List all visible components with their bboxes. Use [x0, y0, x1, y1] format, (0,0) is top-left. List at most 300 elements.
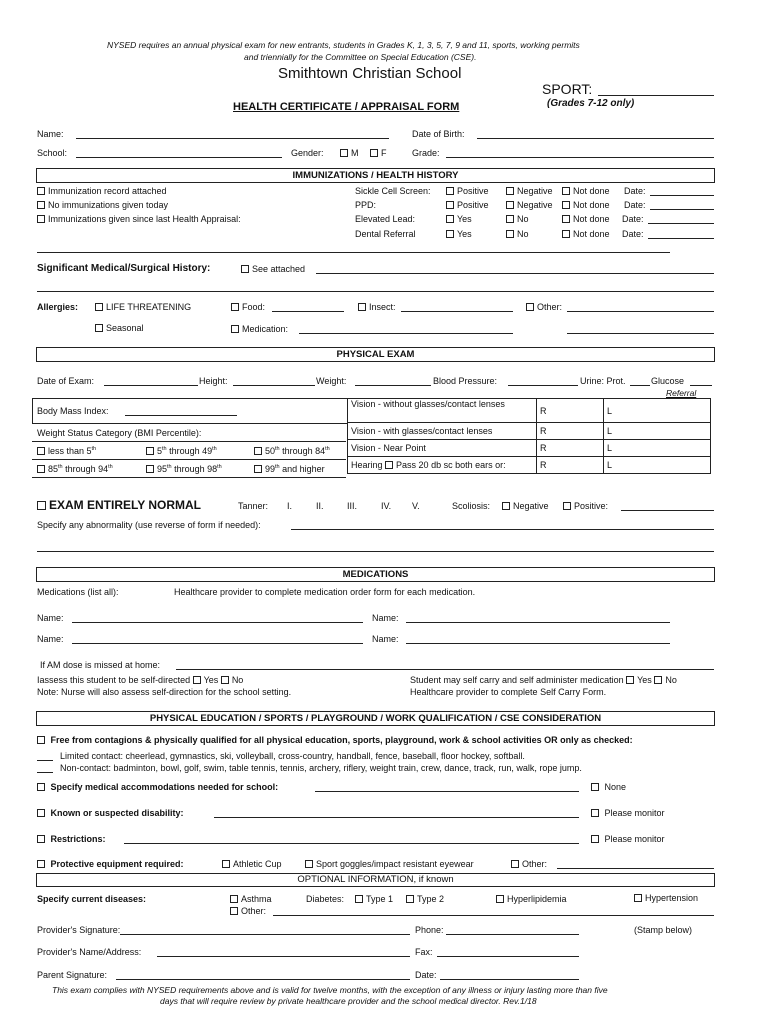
restrictions-field[interactable] [124, 843, 579, 844]
other-allergy-field[interactable] [567, 311, 714, 312]
tanner-1[interactable]: I. [287, 501, 293, 511]
checkbox-icon[interactable] [37, 783, 45, 791]
med-name-label-2: Name: [372, 613, 399, 623]
bmi-divider [32, 441, 346, 442]
referral-label: Referral [666, 388, 697, 398]
disease-other-field[interactable] [273, 915, 714, 916]
checkbox-icon[interactable] [230, 907, 238, 915]
dob-field[interactable] [477, 138, 714, 139]
medication-allergy-option[interactable] [231, 324, 288, 334]
monitor-label: Please monitor [604, 834, 665, 844]
vision-l[interactable]: L [604, 423, 711, 440]
weight-field[interactable] [355, 385, 431, 386]
significant-history-label: Significant Medical/Surgical History: [37, 263, 211, 274]
fax-label: Fax: [415, 947, 433, 957]
hearing-row [348, 457, 537, 474]
dob-label: Date of Birth: [412, 129, 465, 139]
checkbox-icon[interactable] [634, 894, 642, 902]
signature-date-field[interactable] [440, 979, 579, 980]
yes-label: Yes [457, 214, 472, 224]
sport-field[interactable] [598, 95, 714, 96]
positive-label: Positive [457, 186, 489, 196]
vision-r[interactable]: R [537, 440, 604, 457]
checkbox-icon[interactable] [406, 895, 414, 903]
bmi-less5-option[interactable] [37, 446, 96, 456]
checkbox-icon[interactable] [231, 303, 239, 311]
other-allergy-option[interactable] [526, 302, 562, 312]
vision-l[interactable]: L [604, 440, 711, 457]
checkbox-icon[interactable] [506, 201, 514, 209]
bmi-5-49-option[interactable] [146, 446, 217, 456]
bmi-field[interactable] [125, 415, 237, 416]
scoliosis-negative[interactable] [502, 501, 549, 511]
scoliosis-label: Scoliosis: [452, 501, 491, 511]
bmi-divider-2 [32, 459, 346, 460]
checkbox-icon[interactable] [502, 502, 510, 510]
med-name-field-1[interactable] [72, 622, 363, 623]
name-label: Name: [37, 129, 64, 139]
athletic-cup-option[interactable] [222, 859, 282, 869]
urine-field[interactable] [630, 385, 650, 386]
ppd-negative[interactable] [506, 200, 553, 210]
immunizations-notes-line[interactable] [37, 252, 670, 253]
sport-label: SPORT: [542, 81, 593, 97]
immunization-attached[interactable] [37, 186, 167, 196]
footer-line-1: This exam complies with NYSED requirements above and is valid for twelve months, with the exception of any illness or injury lasting more than five [52, 985, 608, 995]
checkbox-icon[interactable] [305, 860, 313, 868]
no-label: No [517, 214, 529, 224]
checkbox-icon[interactable] [37, 501, 46, 510]
height-field[interactable] [233, 385, 315, 386]
seasonal-option[interactable] [95, 323, 144, 333]
scoliosis-field[interactable] [621, 510, 714, 511]
protective-label: Protective equipment required: [50, 859, 184, 869]
sickle-negative[interactable] [506, 186, 553, 196]
vision-table [347, 398, 711, 474]
checkbox-icon[interactable] [241, 265, 249, 273]
exam-normal-label: EXAM ENTIRELY NORMAL [49, 498, 202, 512]
food-label: Food: [242, 302, 266, 312]
th-sup: th [217, 464, 222, 470]
no-immunizations-label: No immunizations given today [48, 200, 169, 210]
food-option[interactable] [231, 302, 265, 312]
lead-no[interactable] [506, 214, 529, 224]
th-sup: th [91, 446, 97, 452]
gender-f-label: F [381, 148, 387, 158]
checkbox-icon[interactable] [654, 676, 662, 684]
tanner-3[interactable]: III. [347, 501, 358, 511]
hearing-l[interactable]: L [604, 457, 711, 474]
wsc-label: Weight Status Category (BMI Percentile): [37, 428, 202, 438]
bmi-label: Body Mass Index: [37, 406, 109, 416]
other-allergy-field-2[interactable] [567, 333, 714, 334]
self-directed-text: Iassess this student to be self-directed [37, 675, 191, 685]
vision-r[interactable]: R [537, 423, 604, 440]
checkbox-icon[interactable] [591, 809, 599, 817]
negative-label: Negative [517, 186, 553, 196]
type2-option[interactable] [406, 894, 444, 904]
food-field[interactable] [272, 311, 344, 312]
insect-field[interactable] [401, 311, 513, 312]
noncontact-check-line[interactable] [37, 772, 53, 773]
checkbox-icon[interactable] [254, 465, 262, 473]
negative-label: Negative [517, 200, 553, 210]
gender-f-option[interactable] [370, 148, 387, 158]
meds-provider-note: Healthcare provider to complete medication order form for each medication. [174, 587, 476, 597]
positive-label: Positive: [574, 501, 609, 511]
checkbox-icon[interactable] [591, 783, 599, 791]
checkbox-icon[interactable] [506, 215, 514, 223]
provider-signature-label: Provider's Signature: [37, 925, 121, 935]
gender-m-option[interactable] [340, 148, 359, 158]
checkbox-icon[interactable] [37, 201, 45, 209]
lead-label: Elevated Lead: [355, 214, 416, 224]
ppd-date-label: Date: [624, 200, 646, 210]
bmi-95-98-option[interactable] [146, 464, 222, 474]
athletic-cup-label: Athletic Cup [233, 859, 282, 869]
life-threatening-option[interactable] [95, 302, 191, 312]
med-name-field-4[interactable] [406, 643, 670, 644]
checkbox-icon[interactable] [37, 465, 45, 473]
vision-l[interactable]: L [604, 399, 711, 423]
accommodations-field[interactable] [315, 791, 579, 792]
checkbox-icon[interactable] [37, 215, 45, 223]
no-label: No [665, 675, 677, 685]
restrictions-option[interactable] [37, 834, 106, 844]
none-label: None [604, 782, 627, 792]
see-attached-option[interactable] [241, 264, 305, 274]
ppd-not-done[interactable] [562, 200, 610, 210]
vision-r[interactable]: R [537, 399, 604, 423]
85-label: 85 [48, 464, 59, 474]
school-field[interactable] [76, 157, 282, 158]
checkbox-icon[interactable] [506, 187, 514, 195]
dental-date-field[interactable] [648, 238, 714, 239]
th-sup: th [275, 464, 280, 470]
provider-name-field[interactable] [157, 956, 410, 957]
diabetes-label: Diabetes: [306, 894, 345, 904]
checkbox-icon[interactable] [231, 325, 239, 333]
ppd-date-field[interactable] [650, 209, 714, 210]
dental-label: Dental Referral [355, 229, 416, 239]
bp-field[interactable] [508, 385, 578, 386]
self-carry-note: Healthcare provider to complete Self Carry Form. [410, 687, 607, 697]
other-label: Other: [537, 302, 563, 312]
checkbox-icon[interactable] [355, 895, 363, 903]
urine-label: Urine: Prot. [580, 376, 626, 386]
checkbox-icon[interactable] [446, 187, 454, 195]
date-exam-label: Date of Exam: [37, 376, 95, 386]
positive-label: Positive [457, 200, 489, 210]
th-sup: th [108, 464, 113, 470]
med-name-field-3[interactable] [72, 643, 363, 644]
98-label: through 98 [171, 464, 218, 474]
hypertension-label: Hypertension [645, 893, 699, 903]
height-label: Height: [199, 376, 228, 386]
noncontact-label: Non-contact: badminton, bowl, golf, swim, table tennis, tennis, archery, riflery, weight train, crew, dance, track, run, walk, rope jump. [60, 763, 582, 773]
checkbox-icon[interactable] [626, 676, 634, 684]
accommodations-option[interactable] [37, 782, 278, 792]
sickle-label: Sickle Cell Screen: [355, 186, 431, 196]
restrictions-monitor[interactable] [591, 834, 665, 844]
notice-line-2: and triennially for the Committee on Special Education (CSE). [244, 52, 477, 62]
checkbox-icon[interactable] [37, 835, 45, 843]
fax-field[interactable] [437, 956, 579, 957]
history-field[interactable] [316, 273, 714, 274]
asthma-option[interactable] [230, 894, 272, 904]
weight-label: Weight: [316, 376, 347, 386]
checkbox-icon[interactable] [37, 809, 45, 817]
am-missed-label: If AM dose is missed at home: [40, 660, 161, 670]
disability-monitor[interactable] [591, 808, 665, 818]
am-missed-field[interactable] [176, 669, 714, 670]
tanner-2[interactable]: II. [316, 501, 324, 511]
pe-header [36, 711, 715, 726]
49-label: through 49 [166, 446, 213, 456]
glucose-field[interactable] [690, 385, 712, 386]
checkbox-icon[interactable] [254, 447, 262, 455]
checkbox-icon[interactable] [591, 835, 599, 843]
med-name-label-3: Name: [37, 634, 64, 644]
grades-note: (Grades 7-12 only) [547, 98, 635, 109]
checkbox-icon[interactable] [526, 303, 534, 311]
pe-title: PHYSICAL EDUCATION / SPORTS / PLAYGROUND / WORK QUALIFICATION / CSE CONSIDERATION [149, 713, 602, 724]
tanner-4[interactable]: IV. [381, 501, 392, 511]
checkbox-icon[interactable] [446, 230, 454, 238]
checkbox-icon[interactable] [563, 502, 571, 510]
tanner-5[interactable]: V. [412, 501, 420, 511]
checkbox-icon[interactable] [146, 447, 154, 455]
insect-option[interactable] [358, 302, 396, 312]
immunizations-since-label: Immunizations given since last Health Appraisal: [48, 214, 241, 224]
checkbox-icon[interactable] [37, 860, 45, 868]
5-label: 5 [157, 446, 163, 456]
lead-date-field[interactable] [648, 223, 714, 224]
hypertension-option[interactable] [634, 893, 698, 903]
school-label: School: [37, 148, 68, 158]
notice-line-1: NYSED requires an annual physical exam for new entrants, students in Grades K, 1, 3, 5, 7, 9 and 11, sports, working permits [107, 40, 580, 50]
accommodations-label: Specify medical accommodations needed for school: [50, 782, 279, 792]
optional-header [36, 873, 715, 887]
not-done-label: Not done [573, 186, 610, 196]
meds-list-label: Medications (list all): [37, 587, 119, 597]
sickle-date-field[interactable] [650, 195, 714, 196]
accommodations-none[interactable] [591, 782, 626, 792]
physical-exam-header [36, 347, 715, 362]
ppd-label: PPD: [355, 200, 377, 210]
restrictions-label: Restrictions: [50, 834, 106, 844]
med-name-label-4: Name: [372, 634, 399, 644]
school-name: Smithtown Christian School [278, 65, 462, 82]
checkbox-icon[interactable] [222, 860, 230, 868]
hearing-pass-label: Pass 20 db sc both ears or: [396, 460, 506, 470]
gender-label: Gender: [291, 148, 324, 158]
dental-no[interactable] [506, 229, 529, 239]
checkbox-icon[interactable] [370, 149, 378, 157]
50-label: 50 [265, 446, 276, 456]
self-carry-text: Student may self carry and self administer medication [410, 675, 624, 685]
checkbox-icon[interactable] [506, 230, 514, 238]
disease-other-option[interactable] [230, 906, 266, 916]
other-label: Other: [241, 906, 267, 916]
type2-label: Type 2 [417, 894, 445, 904]
sickle-not-done[interactable] [562, 186, 610, 196]
type1-label: Type 1 [366, 894, 394, 904]
protective-other-option[interactable] [511, 859, 547, 869]
gender-m-label: M [351, 148, 359, 158]
checkbox-icon[interactable] [562, 215, 570, 223]
99-label: 99 [265, 464, 276, 474]
form-title: HEALTH CERTIFICATE / APPRAISAL FORM [233, 101, 460, 113]
checkbox-icon[interactable] [37, 187, 45, 195]
type1-option[interactable] [355, 894, 393, 904]
no-immunizations[interactable] [37, 200, 168, 210]
checkbox-icon[interactable] [446, 201, 454, 209]
provider-signature-field[interactable] [120, 934, 410, 935]
free-label: Free from contagions & physically qualified for all physical education, sports, playground, work & school activities OR only as checked: [50, 735, 633, 745]
medications-header [36, 567, 715, 582]
history-field-2[interactable] [37, 291, 714, 292]
vision-row-label: Vision - without glasses/contact lenses [348, 399, 537, 423]
disability-field[interactable] [214, 817, 579, 818]
no-label: No [517, 229, 529, 239]
checkbox-icon[interactable] [446, 215, 454, 223]
abnormality-field[interactable] [291, 529, 714, 530]
free-option[interactable] [37, 735, 633, 745]
negative-label: Negative [513, 501, 549, 511]
bmi-99-option[interactable] [254, 464, 325, 474]
yes-label: Yes [457, 229, 472, 239]
phone-label: Phone: [415, 925, 444, 935]
immunizations-title: IMMUNIZATIONS / HEALTH HISTORY [292, 170, 459, 181]
hearing-r[interactable]: R [537, 457, 604, 474]
bmi-50-84-option[interactable] [254, 446, 330, 456]
hyperlipidemia-label: Hyperlipidemia [507, 894, 567, 904]
insect-label: Insect: [369, 302, 396, 312]
95-label: 95 [157, 464, 168, 474]
not-done-label: Not done [573, 229, 610, 239]
checkbox-icon[interactable] [193, 676, 201, 684]
94-label: through 94 [62, 464, 109, 474]
limited-contact-label: Limited contact: cheerlead, gymnastics, ski, volleyball, cross-country, handball, fence, baseball, floor hockey, softball. [60, 751, 525, 761]
sickle-positive[interactable] [446, 186, 489, 196]
medication-allergy-field[interactable] [299, 333, 513, 334]
bmi-divider-3 [32, 477, 346, 478]
protective-option[interactable] [37, 859, 184, 869]
lead-not-done[interactable] [562, 214, 610, 224]
optional-title: OPTIONAL INFORMATION, if known [297, 874, 454, 885]
other-label: Other: [522, 859, 548, 869]
seasonal-label: Seasonal [106, 323, 144, 333]
no-label: No [231, 675, 244, 685]
limited-check-line[interactable] [37, 760, 53, 761]
tanner-label: Tanner: [238, 501, 269, 511]
glucose-label: Glucose [651, 376, 685, 386]
checkbox-icon[interactable] [221, 676, 229, 684]
not-done-label: Not done [573, 200, 610, 210]
dental-yes[interactable] [446, 229, 472, 239]
yes-label: Yes [203, 675, 219, 685]
immunization-attached-label: Immunization record attached [48, 186, 167, 196]
monitor-label: Please monitor [604, 808, 665, 818]
protective-other-field[interactable] [557, 868, 714, 869]
exam-normal-option[interactable] [37, 498, 201, 512]
84-label: through 84 [279, 446, 326, 456]
parent-signature-field[interactable] [116, 979, 410, 980]
goggles-option[interactable] [305, 859, 474, 869]
hyperlipidemia-option[interactable] [496, 894, 567, 904]
immunizations-header [36, 168, 715, 183]
checkbox-icon[interactable] [340, 149, 348, 157]
checkbox-icon[interactable] [95, 303, 103, 311]
checkbox-icon[interactable] [230, 895, 238, 903]
grade-field[interactable] [446, 157, 714, 158]
checkbox-icon[interactable] [511, 860, 519, 868]
physical-exam-title: PHYSICAL EXAM [336, 349, 415, 360]
dental-not-done[interactable] [562, 229, 610, 239]
hearing-label: Hearing [351, 460, 383, 470]
scoliosis-positive[interactable] [563, 501, 608, 511]
lead-yes[interactable] [446, 214, 472, 224]
checkbox-icon[interactable] [562, 230, 570, 238]
checkbox-icon[interactable] [95, 324, 103, 332]
not-done-label: Not done [573, 214, 610, 224]
stamp-label: (Stamp below) [634, 925, 693, 935]
th-sup: th [275, 446, 280, 452]
ppd-positive[interactable] [446, 200, 489, 210]
bp-label: Blood Pressure: [433, 376, 498, 386]
name-field[interactable] [76, 138, 389, 139]
nurse-note: Note: Nurse will also assess self-direction for the school setting. [37, 687, 292, 697]
th-sup: th [325, 446, 330, 452]
med-name-label-1: Name: [37, 613, 64, 623]
abnormality-field-2[interactable] [37, 551, 714, 552]
life-threatening-label: LIFE THREATENING [106, 302, 192, 312]
sickle-date-label: Date: [624, 186, 646, 196]
th-sup: th [212, 446, 217, 452]
checkbox-icon[interactable] [37, 447, 45, 455]
yes-label: Yes [637, 675, 652, 685]
lead-date-label: Date: [622, 214, 644, 224]
asthma-label: Asthma [241, 894, 272, 904]
bmi-85-94-option[interactable] [37, 464, 113, 474]
abnormality-label: Specify any abnormality (use reverse of form if needed): [37, 520, 261, 530]
disability-option[interactable] [37, 808, 184, 818]
immunizations-since[interactable] [37, 214, 241, 224]
grade-label: Grade: [412, 148, 440, 158]
checkbox-icon[interactable] [496, 895, 504, 903]
see-attached-label: See attached [252, 264, 306, 274]
checkbox-icon[interactable] [385, 461, 393, 469]
self-directed-label [37, 675, 243, 685]
goggles-label: Sport goggles/impact resistant eyewear [316, 859, 474, 869]
footer-line-2: days that will require review by private healthcare provider and the school medical director. Rev.1/18 [160, 996, 537, 1006]
self-carry-label [410, 675, 677, 685]
signature-date-label: Date: [415, 970, 437, 980]
diseases-label: Specify current diseases: [37, 894, 147, 904]
checkbox-icon[interactable] [146, 465, 154, 473]
provider-name-label: Provider's Name/Address: [37, 947, 142, 957]
date-exam-field[interactable] [104, 385, 198, 386]
phone-field[interactable] [446, 934, 579, 935]
checkbox-icon[interactable] [358, 303, 366, 311]
higher-label: and higher [279, 464, 325, 474]
checkbox-icon[interactable] [562, 187, 570, 195]
checkbox-icon[interactable] [562, 201, 570, 209]
parent-signature-label: Parent Signature: [37, 970, 108, 980]
med-name-field-2[interactable] [406, 622, 670, 623]
checkbox-icon[interactable] [37, 736, 45, 744]
